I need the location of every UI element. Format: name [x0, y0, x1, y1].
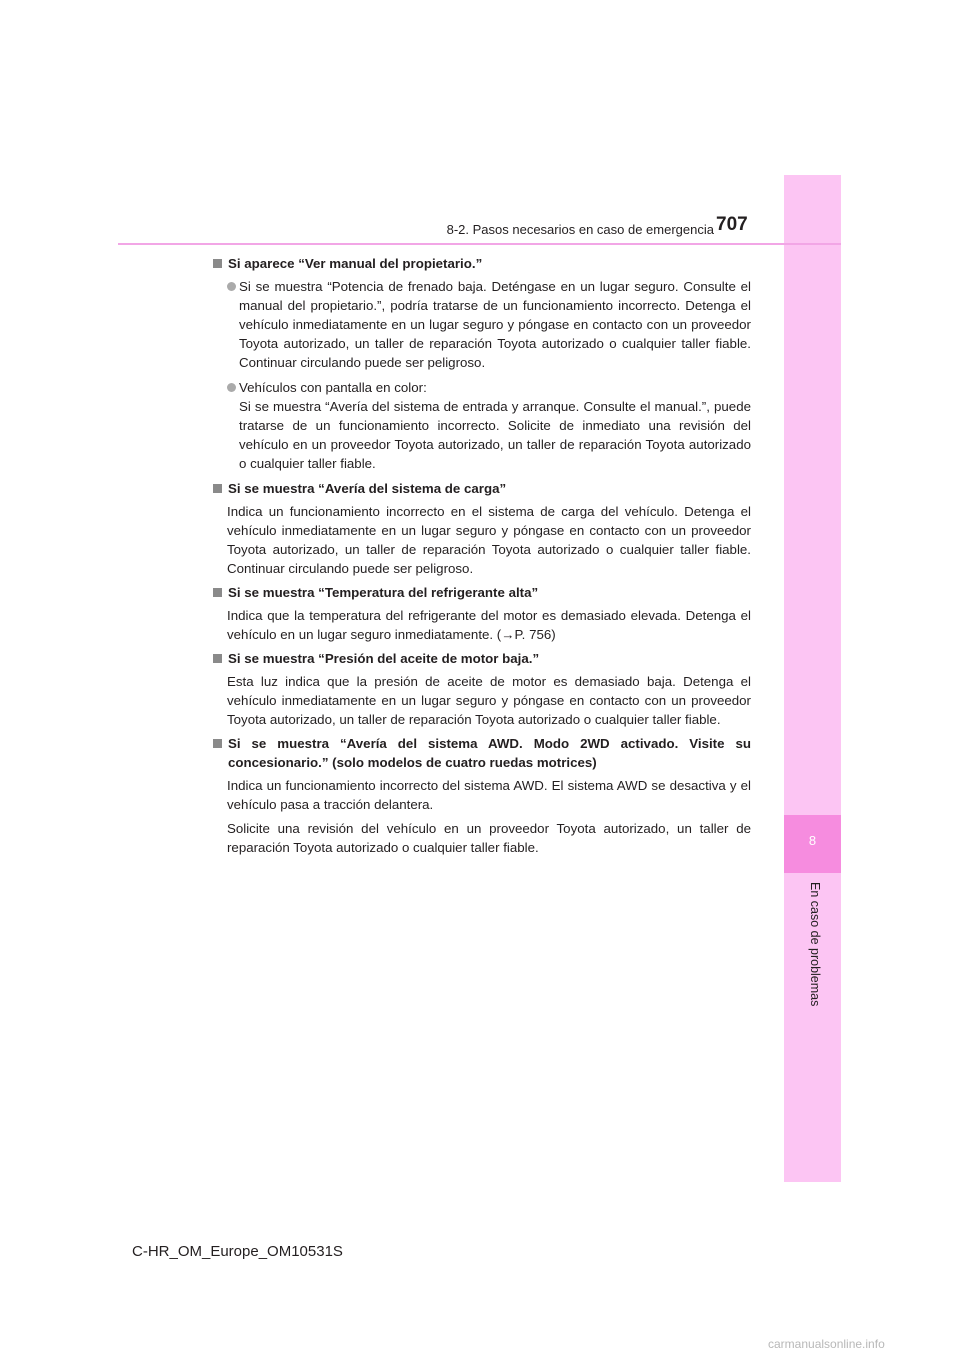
header-divider [118, 243, 841, 245]
body-paragraph: Esta luz indica que la presión de aceite de motor es demasiado baja. Detenga el vehículo inmediatamente en un lugar seguro y póngase en contacto con un proveedor Toyota autorizado, un taller de reparación Toyota autorizado o cualquier taller fiable. [227, 674, 751, 727]
section-owner-manual [211, 254, 751, 473]
chapter-number: 8 [808, 833, 817, 848]
bullet-intro: Vehículos con pantalla en color: [239, 380, 427, 395]
body-paragraph: Indica que la temperatura del refrigerante del motor es demasiado elevada. Detenga el vehículo en un lugar seguro inmediatamente. (→P. 756) [227, 608, 751, 642]
section-heading [211, 254, 751, 273]
page-content [211, 254, 751, 862]
square-bullet-icon [213, 259, 222, 268]
list-item [211, 378, 751, 473]
heading-text: Si se muestra “Avería del sistema AWD. Modo 2WD activado. Visite su concesionario.” (solo modelos de cuatro ruedas motrices) [228, 736, 751, 770]
body-paragraph: Indica un funcionamiento incorrecto en el sistema de carga del vehículo. Detenga el vehículo inmediatamente en un lugar seguro y póngase en contacto con un proveedor Toyota autorizado, un taller de reparación Toyota autorizado o cualquier taller fiable. Continuar circulando puede ser peligroso. [227, 504, 751, 576]
section-heading [211, 479, 751, 498]
section-charging-system [211, 479, 751, 578]
chapter-side-tab [784, 175, 841, 1182]
bullet-text: Si se muestra “Potencia de frenado baja. Deténgase en un lugar seguro. Consulte el manual del propietario.”, podría tratarse de un funcionamiento incorrecto. Detenga el vehículo inmediatamente en un lugar seguro y póngase en contacto con un proveedor Toyota autorizado, un taller de reparación Toyota autorizado o cualquier taller fiable. Continuar circulando puede ser peligroso. [239, 279, 751, 370]
body-paragraph: Indica un funcionamiento incorrecto del sistema AWD. El sistema AWD se desactiva y el vehículo pasa a tracción delantera. [227, 778, 751, 812]
square-bullet-icon [213, 739, 222, 748]
heading-text: Si se muestra “Presión del aceite de motor baja.” [228, 651, 540, 666]
watermark-link[interactable]: carmanualsonline.info [768, 1337, 885, 1351]
section-title: 8-2. Pasos necesarios en caso de emergencia [446, 222, 714, 237]
section-oil-pressure [211, 649, 751, 729]
chapter-title: En caso de problemas [808, 882, 822, 1007]
circle-bullet-icon [227, 282, 236, 291]
list-item [211, 277, 751, 372]
heading-text: Si aparece “Ver manual del propietario.” [228, 256, 483, 271]
heading-text: Si se muestra “Avería del sistema de carga” [228, 481, 507, 496]
square-bullet-icon [213, 654, 222, 663]
section-heading [211, 734, 751, 772]
section-awd-system [211, 734, 751, 857]
body-paragraph: Solicite una revisión del vehículo en un proveedor Toyota autorizado, un taller de reparación Toyota autorizado o cualquier taller fiable. [227, 821, 751, 855]
section-coolant-temperature [211, 583, 751, 644]
heading-text: Si se muestra “Temperatura del refrigerante alta” [228, 585, 539, 600]
square-bullet-icon [213, 588, 222, 597]
section-heading [211, 583, 751, 602]
page-number: 707 [716, 214, 748, 235]
section-heading [211, 649, 751, 668]
document-id: C-HR_OM_Europe_OM10531S [132, 1243, 343, 1260]
bullet-text: Si se muestra “Avería del sistema de entrada y arranque. Consulte el manual.”, puede tratarse de un funcionamiento incorrecto. Solicite de inmediato una revisión del vehículo en un proveedor Toyota autorizado, un taller de reparación Toyota autorizado o cualquier taller fiable. [239, 399, 751, 471]
circle-bullet-icon [227, 383, 236, 392]
square-bullet-icon [213, 484, 222, 493]
